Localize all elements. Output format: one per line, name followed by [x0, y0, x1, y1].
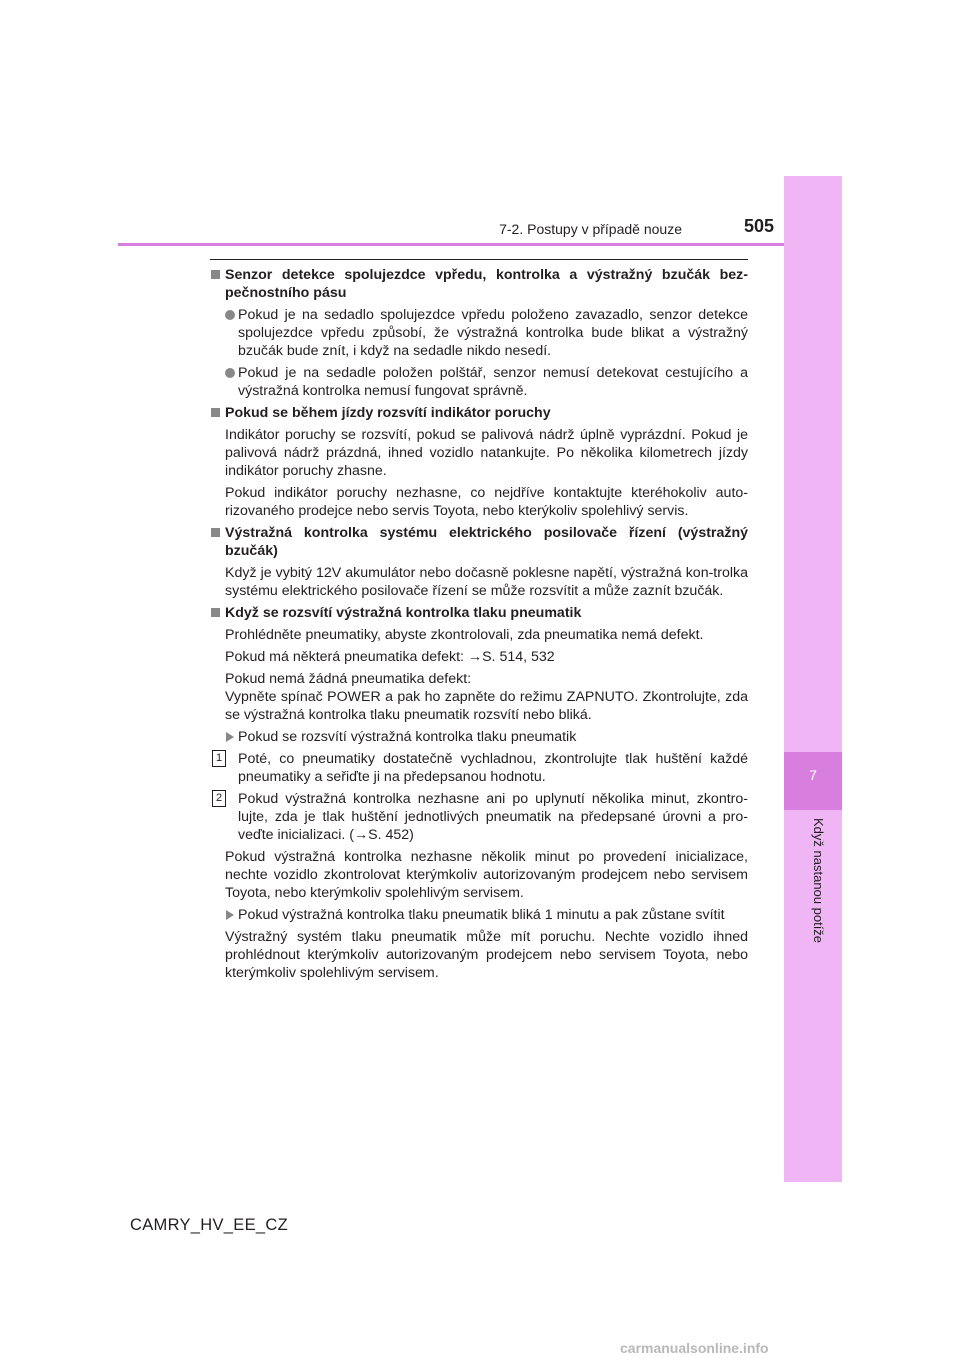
header-rule	[118, 243, 784, 246]
paragraph: Prohlédněte pneumatiky, abyste zkontrolovali, zda pneumatika nemá defekt.	[225, 627, 704, 643]
bullet-item: Pokud je na sedadle položen polštář, senzor nemusí detekovat cestujícího a výstražná kontrolka nemusí fungovat správně.	[210, 364, 748, 400]
paragraph: Pokud nemá žádná pneumatika defekt: Vypněte spínač POWER a pak ho zapněte do režimu ZAPNUTO. Zkontrolujte, zda se výstražná kontrolka tlaku pneumatik rozsvítí nebo bliká.	[225, 671, 748, 723]
step-item: 1 Poté, co pneumatiky dostatečně vychladnou, zkontrolujte tlak huštění každé pneumatiky a seřiďte ji na předepsanou hodnotu.	[210, 750, 748, 786]
content-top-rule	[210, 259, 748, 260]
step-number-box: 2	[212, 790, 226, 807]
paragraph: Pokud indikátor poruchy nezhasne, co nejdříve kontaktujte kteréhokoliv auto-rizovaného prodejce nebo servis Toyota, nebo kterýkoliv spolehlivý servis.	[225, 485, 748, 519]
page-number: 505	[743, 216, 774, 236]
paragraph-reference: Pokud má některá pneumatika defekt: →S. 514, 532	[225, 649, 555, 665]
section-heading: Pokud se během jízdy rozsvítí indikátor poruchy	[210, 404, 748, 422]
paragraph: Indikátor poruchy se rozsvítí, pokud se palivová nádrž úplně vyprázdní. Pokud je palivová nádrž prázdná, ihned vozidlo natankujte. Po několika kilometrech jízdy indikátor poruchy zhasne.	[225, 427, 748, 479]
sub-heading: Pokud se rozsvítí výstražná kontrolka tlaku pneumatik	[210, 728, 748, 746]
watermark: carmanualsonline.info	[620, 1340, 769, 1356]
sub-heading: Pokud výstražná kontrolka tlaku pneumatik bliká 1 minutu a pak zůstane svítit	[210, 906, 748, 924]
square-bullet-icon	[211, 608, 220, 617]
section-heading: Když se rozsvítí výstražná kontrolka tlaku pneumatik	[210, 604, 748, 622]
chapter-label: Když nastanou potíže	[811, 818, 826, 944]
paragraph: Pokud výstražná kontrolka nezhasne několik minut po provedení inicializace, nechte vozidlo zkontrolovat kterýmkoliv autorizovaným prodejcem nebo servisem Toyota, nebo kterýmkoliv spolehlivým servisem.	[225, 849, 748, 901]
bullet-item: Pokud je na sedadlo spolujezdce vpředu položeno zavazadlo, senzor detekce spolujezdce vpředu způsobí, že výstražná kontrolka bude blikat a výstražný bzučák bude znít, i když na sedadle nikdo nesedí.	[210, 306, 748, 360]
paragraph: Když je vybitý 12V akumulátor nebo dočasně poklesne napětí, výstražná kon-trolka systému elektrického posilovače řízení se může rozsvítit a může zaznít bzučák.	[225, 565, 748, 599]
section-heading: Senzor detekce spolujezdce vpředu, kontrolka a výstražný bzučák bez-pečnostního pásu	[210, 266, 748, 302]
section-heading: Výstražná kontrolka systému elektrického posilovače řízení (výstražný bzučák)	[210, 524, 748, 560]
chapter-side-tab	[784, 176, 842, 1182]
chapter-number: 7	[809, 767, 817, 783]
square-bullet-icon	[211, 408, 220, 417]
header-section-title: 7-2. Postupy v případě nouze	[499, 221, 682, 237]
paragraph: Výstražný systém tlaku pneumatik může mít poruchu. Nechte vozidlo ihned prohlédnout kterýmkoliv autorizovaným prodejcem nebo servisem Toyota, nebo kterýmkoliv spolehlivým servisem.	[225, 929, 748, 981]
step-number-box: 1	[212, 750, 226, 767]
circle-bullet-icon	[225, 310, 235, 320]
page-content	[210, 266, 748, 986]
triangle-arrow-icon	[226, 732, 234, 742]
circle-bullet-icon	[225, 368, 235, 378]
square-bullet-icon	[211, 528, 220, 537]
triangle-arrow-icon	[226, 910, 234, 920]
square-bullet-icon	[211, 270, 220, 279]
step-item: 2 Pokud výstražná kontrolka nezhasne ani po uplynutí několika minut, zkontro-lujte, zda je tlak huštění jednotlivých pneumatik na předepsané úrovni a pro-veďte inicializaci. (→S. 452)	[210, 790, 748, 844]
document-code: CAMRY_HV_EE_CZ	[130, 1216, 288, 1234]
